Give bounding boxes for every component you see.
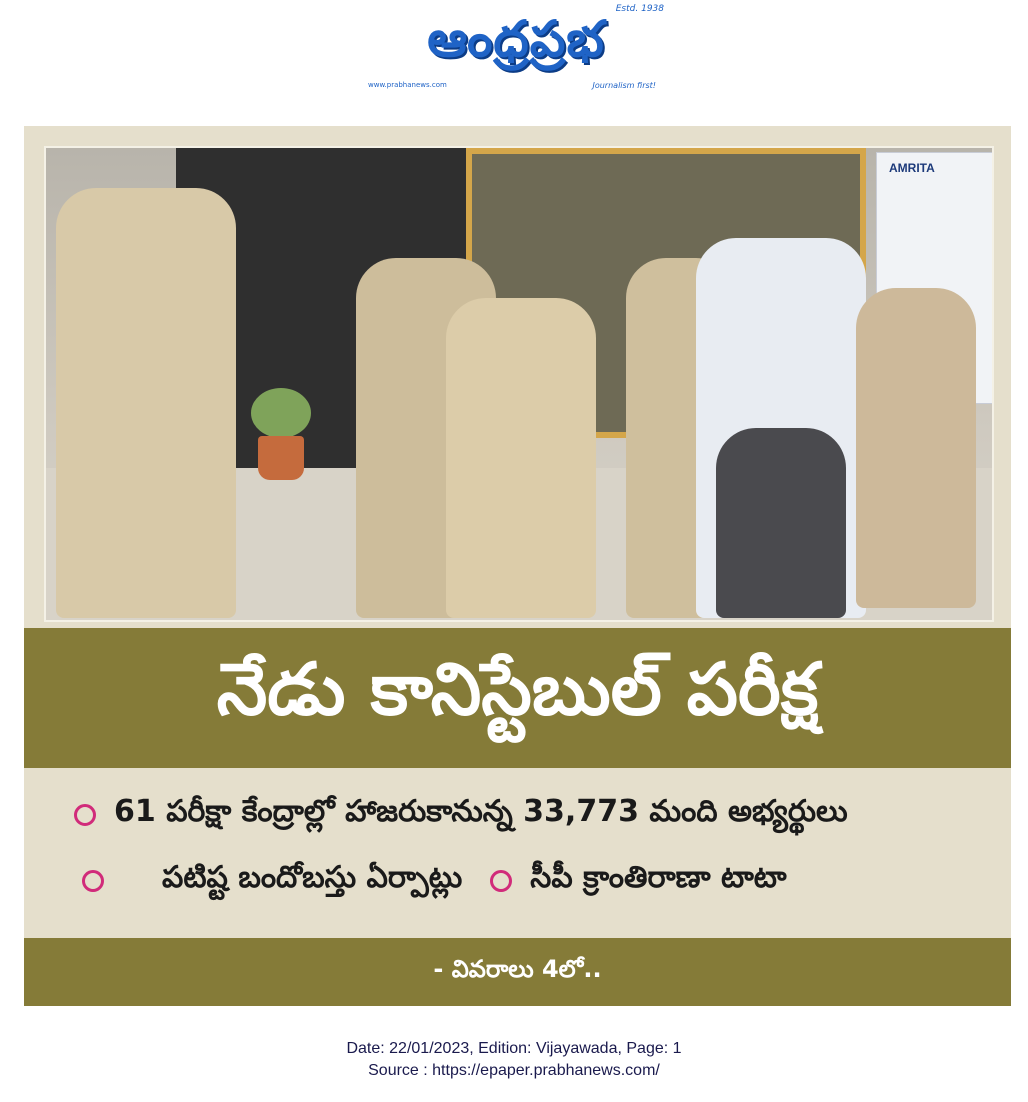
tagline: Journalism first! [592,81,656,90]
continuation-band [24,938,1011,1006]
article-panel [24,126,1011,1006]
website-label: www.prabhanews.com [368,81,447,89]
staff-figure [856,288,976,608]
bullet-text: సీపీ క్రాంతిరాణా టాటా [530,860,787,895]
official-figure-trousers [716,428,846,618]
plant-leaves [251,388,311,438]
edition-line: Date: 22/01/2023, Edition: Vijayawada, Page: 1 [346,1040,682,1057]
signboard-title: AMRITA [889,161,935,175]
officer-figure [56,188,236,618]
circle-bullet-icon [82,870,104,892]
continuation-note: - వివరాలు 4లో.. [433,955,602,983]
bullet-text: 61 పరీక్షా కేంద్రాల్లో హాజరుకానున్న 33,773 మంది అభ్యర్థులు [114,794,848,829]
summary-bullets [24,768,1011,936]
masthead [360,2,670,94]
bullet-text: పటిష్ట బందోబస్తు ఏర్పాట్లు [162,860,463,895]
brand-logo: ఆంధ్రప్రభ [427,9,605,68]
source-footer [0,1038,1028,1082]
bullet-item [82,860,982,902]
estd-label: Estd. 1938 [615,4,664,14]
headline: నేడు కానిస్టేబుల్ పరీక్ష [216,647,819,731]
news-photo [44,146,994,622]
officer-figure [446,298,596,618]
headline-band [24,628,1011,768]
bullet-item [74,794,1004,836]
plant-pot [258,436,304,480]
circle-bullet-icon [490,870,512,892]
source-line: Source : https://epaper.prabhanews.com/ [368,1062,660,1079]
circle-bullet-icon [74,804,96,826]
